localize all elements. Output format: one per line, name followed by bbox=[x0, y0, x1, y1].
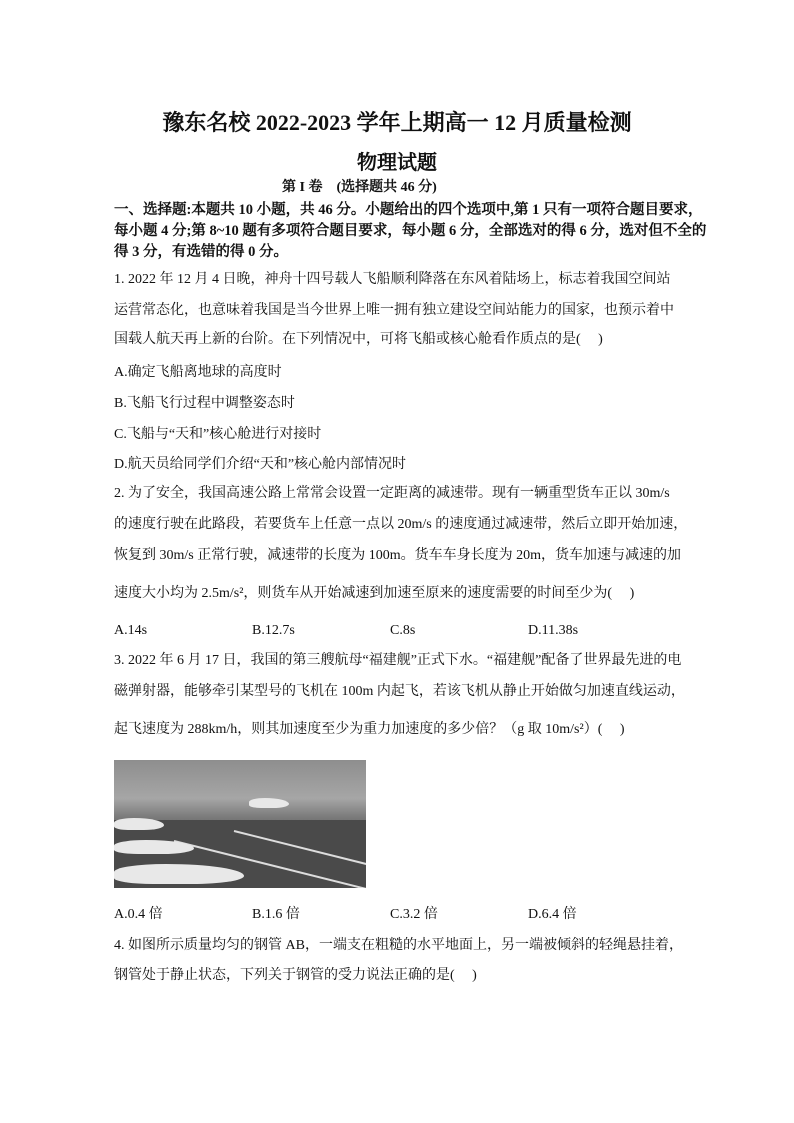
instructions-line: 一、选择题:本题共 10 小题，共 46 分。小题给出的四个选项中,第 1 只有一项符合题目要求， bbox=[114, 202, 703, 218]
question-text: 运营常态化，也意味着我国是当今世界上唯一拥有独立建设空间站能力的国家，也预示着中 bbox=[114, 303, 674, 318]
question-text: 3. 2022 年 6 月 17 日，我国的第三艘航母“福建舰”正式下水。“福建舰”配备了世界最先进的电 bbox=[114, 653, 682, 668]
question-text: 起飞速度为 288km/h，则其加速度至少为重力加速度的多少倍？（g 取 10m/s²）( ) bbox=[114, 722, 625, 737]
question-text: 钢管处于静止状态，下列关于钢管的受力说法正确的是( ) bbox=[114, 968, 477, 983]
question-text: 的速度行驶在此路段，若要货车上任意一点以 20m/s 的速度通过减速带，然后立即开始加速， bbox=[114, 517, 688, 532]
option-c: C.飞船与“天和”核心舱进行对接时 bbox=[114, 427, 322, 442]
question-text: 磁弹射器，能够牵引某型号的飞机在 100m 内起飞，若该飞机从静止开始做匀加速直线运动， bbox=[114, 684, 685, 699]
question-text: 4. 如图所示质量均匀的钢管 AB，一端支在粗糙的水平地面上，另一端被倾斜的轻绳悬挂着， bbox=[114, 938, 683, 953]
exam-subtitle: 物理试题 bbox=[357, 152, 437, 174]
question-text: 恢复到 30m/s 正常行驶，减速带的长度为 100m。货车车身长度为 20m，货车加速与减速的加 bbox=[114, 548, 682, 563]
option-b: B.飞船飞行过程中调整姿态时 bbox=[114, 396, 295, 411]
option-a: A.确定飞船离地球的高度时 bbox=[114, 365, 282, 380]
option-c: C.3.2 倍 bbox=[390, 907, 438, 922]
option-d: D.6.4 倍 bbox=[528, 907, 577, 922]
exam-title: 豫东名校 2022-2023 学年上期高一 12 月质量检测 bbox=[162, 110, 632, 135]
option-c: C.8s bbox=[390, 623, 416, 638]
option-a: A.14s bbox=[114, 623, 148, 638]
volume-heading: 第 I 卷 (选择题共 46 分) bbox=[282, 180, 437, 195]
question-text: 速度大小均为 2.5m/s²，则货车从开始减速到加速至原来的速度需要的时间至少为( ) bbox=[114, 586, 635, 601]
option-a: A.0.4 倍 bbox=[114, 907, 163, 922]
option-d: D.11.38s bbox=[528, 623, 579, 638]
option-b: B.1.6 倍 bbox=[252, 907, 300, 922]
question-text: 2. 为了安全，我国高速公路上常常会设置一定距离的减速带。现有一辆重型货车正以 30m/s bbox=[114, 486, 670, 501]
aircraft-carrier-photo bbox=[114, 760, 366, 888]
question-text: 国载人航天再上新的台阶。在下列情况中，可将飞船或核心舱看作质点的是( ) bbox=[114, 332, 603, 347]
instructions-line: 每小题 4 分;第 8~10 题有多项符合题目要求，每小题 6 分，全部选对的得 6 分，选对但不全的 bbox=[114, 223, 707, 239]
instructions-line: 得 3 分，有选错的得 0 分。 bbox=[114, 244, 288, 260]
question-text: 1. 2022 年 12 月 4 日晚，神舟十四号载人飞船顺利降落在东风着陆场上，标志着我国空间站 bbox=[114, 272, 671, 287]
option-b: B.12.7s bbox=[252, 623, 295, 638]
option-d: D.航天员给同学们介绍“天和”核心舱内部情况时 bbox=[114, 457, 407, 472]
